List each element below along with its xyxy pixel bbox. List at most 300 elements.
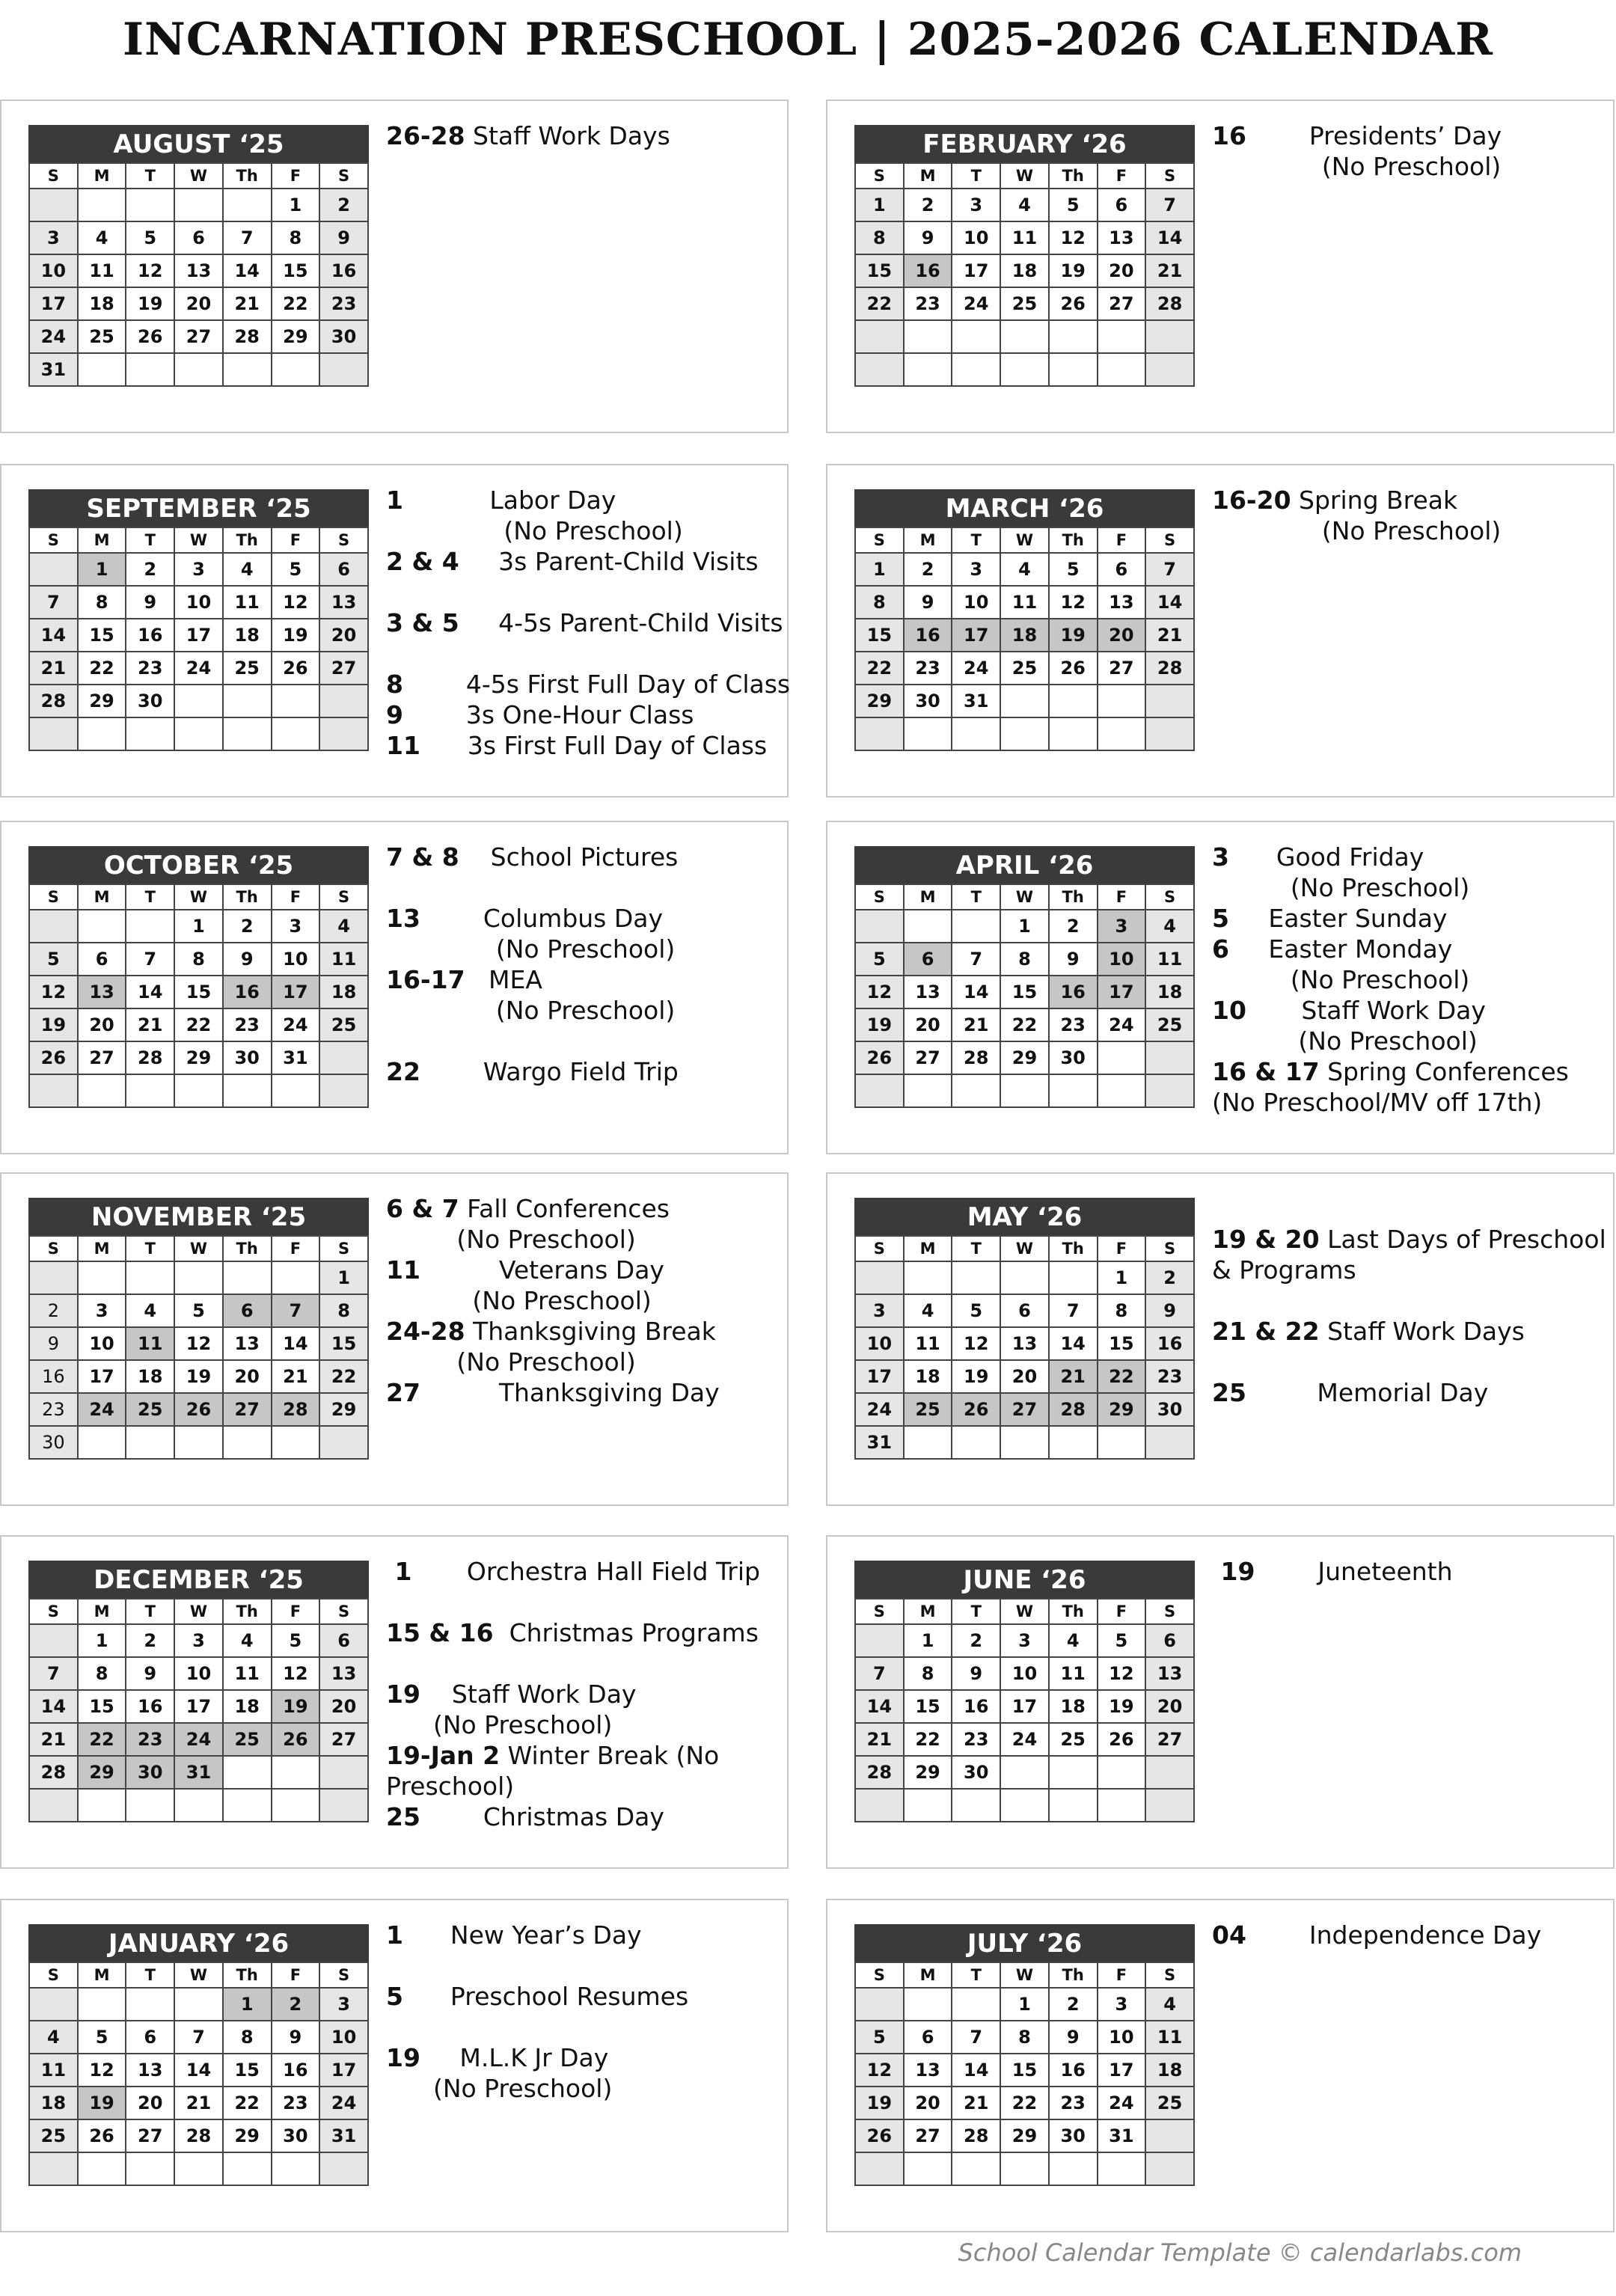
day-cell: 22 xyxy=(855,652,904,685)
day-cell: 24 xyxy=(1000,1723,1049,1756)
weekday-header: M xyxy=(78,884,126,910)
day-cell: 24 xyxy=(29,320,78,353)
day-cell: 10 xyxy=(78,1327,126,1360)
day-cell: 21 xyxy=(29,1723,78,1756)
day-cell xyxy=(904,910,952,943)
event-text xyxy=(386,578,394,607)
day-cell xyxy=(319,1789,368,1822)
weekday-header: T xyxy=(952,1599,1000,1624)
day-cell: 16 xyxy=(1049,2054,1098,2087)
event-line xyxy=(386,730,775,761)
weekday-header: F xyxy=(1098,163,1146,189)
event-line xyxy=(386,2042,775,2073)
day-cell xyxy=(174,2152,223,2185)
day-cell xyxy=(904,1426,952,1459)
day-cell: 27 xyxy=(1145,1723,1194,1756)
day-cell: 10 xyxy=(855,1327,904,1360)
events-list xyxy=(386,1920,775,2104)
day-cell: 7 xyxy=(1145,553,1194,586)
day-cell: 1 xyxy=(1098,1261,1146,1294)
day-cell: 31 xyxy=(319,2119,368,2152)
day-cell xyxy=(904,320,952,353)
weekday-header: F xyxy=(272,1962,320,1988)
event-text xyxy=(386,1951,394,1980)
event-line xyxy=(386,964,775,995)
weekday-header: S xyxy=(319,1599,368,1624)
day-cell xyxy=(78,1789,126,1822)
day-cell xyxy=(126,1988,174,2021)
day-cell xyxy=(126,1074,174,1107)
event-text xyxy=(386,639,394,668)
day-cell: 2 xyxy=(126,553,174,586)
event-text: Easter Sunday xyxy=(1228,904,1448,933)
day-cell: 18 xyxy=(223,1690,272,1723)
day-cell: 25 xyxy=(904,1393,952,1426)
day-cell: 18 xyxy=(1145,2054,1194,2087)
day-cell: 7 xyxy=(174,2021,223,2054)
day-cell xyxy=(174,1426,223,1459)
day-cell: 3 xyxy=(78,1294,126,1327)
day-cell: 22 xyxy=(1000,1008,1049,1041)
day-cell: 4 xyxy=(1145,910,1194,943)
day-cell xyxy=(855,717,904,750)
event-text: (No Preschool) xyxy=(386,934,676,964)
weekday-header: W xyxy=(1000,884,1049,910)
event-line xyxy=(386,1950,775,1981)
day-cell: 15 xyxy=(904,1690,952,1723)
month-title: MARCH ‘26 xyxy=(854,489,1195,527)
day-cell: 12 xyxy=(855,976,904,1008)
day-cell: 9 xyxy=(904,586,952,619)
day-cell: 7 xyxy=(29,1657,78,1690)
month-title: JANUARY ‘26 xyxy=(28,1924,369,1962)
month-title: JUNE ‘26 xyxy=(854,1561,1195,1598)
day-cell: 27 xyxy=(904,1041,952,1074)
day-cell: 3 xyxy=(29,221,78,254)
day-cell: 6 xyxy=(1098,189,1146,221)
day-cell: 22 xyxy=(174,1008,223,1041)
event-date: 6 & 7 xyxy=(386,1194,459,1223)
day-cell: 10 xyxy=(952,221,1000,254)
day-cell: 22 xyxy=(855,287,904,320)
weekday-header: F xyxy=(1098,1236,1146,1261)
event-text: Christmas Day xyxy=(420,1802,664,1831)
event-text: Spring Break xyxy=(1291,486,1458,515)
event-text: Labor Day xyxy=(403,486,616,515)
event-text: Thanksgiving Day xyxy=(420,1378,720,1407)
day-cell xyxy=(1098,1756,1146,1789)
day-cell: 10 xyxy=(272,943,320,976)
day-cell: 26 xyxy=(272,1723,320,1756)
event-text: 3s One-Hour Class xyxy=(403,700,694,729)
event-date: 3 xyxy=(1212,842,1229,872)
event-line xyxy=(386,903,775,934)
day-cell xyxy=(855,1074,904,1107)
event-text: Staff Work Day xyxy=(420,1680,637,1709)
event-line xyxy=(386,577,775,607)
day-cell xyxy=(29,1789,78,1822)
day-cell: 16 xyxy=(272,2054,320,2087)
weekday-header: W xyxy=(174,1962,223,1988)
day-cell: 28 xyxy=(29,1756,78,1789)
day-cell: 3 xyxy=(319,1988,368,2021)
day-cell: 9 xyxy=(1049,943,1098,976)
event-line xyxy=(386,485,775,515)
event-text: Columbus Day xyxy=(420,904,664,933)
day-cell: 14 xyxy=(1049,1327,1098,1360)
weekday-header: W xyxy=(174,1599,223,1624)
day-cell xyxy=(1049,1426,1098,1459)
day-cell xyxy=(174,189,223,221)
weekday-header: T xyxy=(952,1962,1000,1988)
day-cell: 1 xyxy=(904,1624,952,1657)
day-cell: 21 xyxy=(1145,619,1194,652)
day-cell: 6 xyxy=(904,2021,952,2054)
day-cell: 18 xyxy=(1000,619,1049,652)
day-cell: 12 xyxy=(1049,586,1098,619)
day-cell: 16 xyxy=(126,1690,174,1723)
day-cell xyxy=(1098,2152,1146,2185)
day-cell xyxy=(223,1261,272,1294)
day-cell: 18 xyxy=(126,1360,174,1393)
day-cell: 20 xyxy=(223,1360,272,1393)
day-cell: 19 xyxy=(174,1360,223,1393)
day-cell: 23 xyxy=(272,2087,320,2119)
day-cell: 14 xyxy=(855,1690,904,1723)
day-cell: 2 xyxy=(1049,1988,1098,2021)
day-cell: 26 xyxy=(29,1041,78,1074)
day-cell: 15 xyxy=(223,2054,272,2087)
event-text: (No Preschool) xyxy=(1212,1026,1478,1056)
day-cell: 31 xyxy=(855,1426,904,1459)
event-text: Christmas Programs xyxy=(493,1618,759,1647)
day-cell: 12 xyxy=(272,586,320,619)
event-text: MEA xyxy=(465,965,542,994)
day-cell: 4 xyxy=(319,910,368,943)
weekday-header: S xyxy=(1145,1236,1194,1261)
day-cell xyxy=(272,1074,320,1107)
month-title: JULY ‘26 xyxy=(854,1924,1195,1962)
month-calendar xyxy=(854,1924,1195,2186)
day-cell: 20 xyxy=(1098,254,1146,287)
day-cell: 15 xyxy=(78,1690,126,1723)
month-title: APRIL ‘26 xyxy=(854,846,1195,884)
day-cell: 23 xyxy=(904,287,952,320)
event-text xyxy=(386,1026,394,1056)
day-cell: 17 xyxy=(1098,2054,1146,2087)
day-cell: 4 xyxy=(1145,1988,1194,2021)
day-cell: 4 xyxy=(904,1294,952,1327)
weekday-header: F xyxy=(272,1599,320,1624)
day-cell xyxy=(1000,1426,1049,1459)
weekday-header: S xyxy=(1145,527,1194,553)
day-cell xyxy=(1145,353,1194,386)
day-cell: 27 xyxy=(319,1723,368,1756)
day-cell: 9 xyxy=(952,1657,1000,1690)
day-cell: 31 xyxy=(174,1756,223,1789)
day-cell: 27 xyxy=(223,1393,272,1426)
event-date: 5 xyxy=(386,1982,403,2011)
footer-credit: School Calendar Template © calendarlabs.com xyxy=(958,2238,1522,2267)
day-cell xyxy=(319,2152,368,2185)
weekday-header: T xyxy=(126,1599,174,1624)
day-cell: 22 xyxy=(1098,1360,1146,1393)
day-cell: 8 xyxy=(855,221,904,254)
day-cell: 14 xyxy=(223,254,272,287)
day-cell: 9 xyxy=(1049,2021,1098,2054)
day-cell xyxy=(1000,1074,1049,1107)
event-line xyxy=(1212,995,1601,1026)
day-cell: 1 xyxy=(855,553,904,586)
day-cell: 12 xyxy=(78,2054,126,2087)
weekday-header: Th xyxy=(223,884,272,910)
event-text: Preschool Resumes xyxy=(403,1982,689,2011)
month-grid xyxy=(854,162,1195,387)
day-cell: 5 xyxy=(1049,189,1098,221)
event-text: Staff Work Days xyxy=(465,121,670,150)
weekday-header: S xyxy=(1145,1962,1194,1988)
weekday-header: F xyxy=(1098,1599,1146,1624)
day-cell xyxy=(29,910,78,943)
day-cell xyxy=(1049,1789,1098,1822)
day-cell xyxy=(855,1789,904,1822)
event-date: 27 xyxy=(386,1378,420,1407)
day-cell xyxy=(904,353,952,386)
day-cell: 24 xyxy=(78,1393,126,1426)
event-line xyxy=(1212,1026,1601,1056)
event-text xyxy=(1212,1347,1220,1377)
day-cell: 16 xyxy=(1049,976,1098,1008)
day-cell: 30 xyxy=(1049,2119,1098,2152)
month-panel xyxy=(0,100,789,433)
day-cell xyxy=(952,1988,1000,2021)
day-cell: 2 xyxy=(904,553,952,586)
weekday-header: Th xyxy=(1049,884,1098,910)
day-cell: 29 xyxy=(1000,1041,1049,1074)
day-cell: 23 xyxy=(1049,2087,1098,2119)
weekday-header: F xyxy=(1098,1962,1146,1988)
day-cell: 11 xyxy=(1145,2021,1194,2054)
day-cell xyxy=(952,320,1000,353)
event-date: 8 xyxy=(386,670,403,699)
day-cell: 12 xyxy=(272,1657,320,1690)
event-line xyxy=(1212,1056,1601,1087)
event-date: 5 xyxy=(1212,904,1229,933)
day-cell: 20 xyxy=(1098,619,1146,652)
day-cell: 6 xyxy=(1145,1624,1194,1657)
day-cell: 17 xyxy=(952,254,1000,287)
weekday-header: S xyxy=(29,1236,78,1261)
day-cell: 10 xyxy=(174,586,223,619)
day-cell: 25 xyxy=(319,1008,368,1041)
day-cell: 27 xyxy=(1098,287,1146,320)
event-text: 4-5s Parent-Child Visits xyxy=(459,608,783,637)
event-line xyxy=(386,1224,775,1255)
day-cell xyxy=(1000,2152,1049,2185)
month-grid xyxy=(28,162,369,387)
day-cell: 2 xyxy=(29,1294,78,1327)
weekday-header: W xyxy=(1000,1236,1049,1261)
event-line xyxy=(1212,515,1601,546)
event-text: Veterans Day xyxy=(420,1255,664,1285)
day-cell: 4 xyxy=(1000,553,1049,586)
day-cell xyxy=(1049,1756,1098,1789)
day-cell: 29 xyxy=(855,685,904,717)
day-cell: 27 xyxy=(319,652,368,685)
event-line xyxy=(386,638,775,669)
event-date: 15 & 16 xyxy=(386,1618,494,1647)
day-cell: 26 xyxy=(952,1393,1000,1426)
weekday-header: S xyxy=(29,1962,78,1988)
day-cell: 5 xyxy=(174,1294,223,1327)
day-cell xyxy=(78,353,126,386)
event-line xyxy=(386,1377,775,1408)
day-cell: 19 xyxy=(78,2087,126,2119)
day-cell: 14 xyxy=(272,1327,320,1360)
day-cell: 12 xyxy=(29,976,78,1008)
day-cell xyxy=(1000,685,1049,717)
event-date: 13 xyxy=(386,904,420,933)
month-title: MAY ‘26 xyxy=(854,1198,1195,1235)
day-cell: 9 xyxy=(223,943,272,976)
month-title: FEBRUARY ‘26 xyxy=(854,125,1195,162)
weekday-header: S xyxy=(29,163,78,189)
day-cell: 13 xyxy=(174,254,223,287)
day-cell: 30 xyxy=(272,2119,320,2152)
month-title: OCTOBER ‘25 xyxy=(28,846,369,884)
day-cell xyxy=(223,353,272,386)
event-date: 1 xyxy=(386,1920,403,1950)
day-cell: 28 xyxy=(952,1041,1000,1074)
day-cell: 18 xyxy=(1049,1690,1098,1723)
day-cell: 16 xyxy=(904,619,952,652)
event-date: 9 xyxy=(386,700,403,729)
event-text: M.L.K Jr Day xyxy=(420,2043,609,2072)
day-cell: 3 xyxy=(272,910,320,943)
day-cell xyxy=(952,717,1000,750)
day-cell: 30 xyxy=(126,1756,174,1789)
event-line xyxy=(386,842,775,872)
event-line xyxy=(386,872,775,903)
day-cell: 13 xyxy=(223,1327,272,1360)
day-cell: 25 xyxy=(223,652,272,685)
day-cell: 27 xyxy=(1000,1393,1049,1426)
day-cell: 15 xyxy=(272,254,320,287)
day-cell: 11 xyxy=(1049,1657,1098,1690)
day-cell xyxy=(1145,2119,1194,2152)
day-cell: 24 xyxy=(319,2087,368,2119)
event-date: 04 xyxy=(1212,1920,1246,1950)
day-cell xyxy=(126,2152,174,2185)
month-panel xyxy=(0,464,789,798)
day-cell xyxy=(952,2152,1000,2185)
weekday-header: M xyxy=(78,1962,126,1988)
day-cell xyxy=(1145,1789,1194,1822)
weekday-header: W xyxy=(1000,1962,1049,1988)
weekday-header: Th xyxy=(223,163,272,189)
event-text: New Year’s Day xyxy=(403,1920,642,1950)
day-cell xyxy=(29,2152,78,2185)
weekday-header: T xyxy=(952,163,1000,189)
event-line xyxy=(386,1556,775,1587)
day-cell: 16 xyxy=(223,976,272,1008)
month-panel xyxy=(826,821,1615,1154)
day-cell xyxy=(855,320,904,353)
day-cell xyxy=(1145,1074,1194,1107)
day-cell: 1 xyxy=(1000,1988,1049,2021)
day-cell: 31 xyxy=(272,1041,320,1074)
day-cell xyxy=(1000,717,1049,750)
day-cell: 19 xyxy=(1049,254,1098,287)
day-cell xyxy=(223,717,272,750)
event-text: Juneteenth xyxy=(1255,1557,1453,1586)
event-text: Easter Monday xyxy=(1228,934,1453,964)
month-panel xyxy=(0,1899,789,2232)
day-cell xyxy=(174,1988,223,2021)
day-cell xyxy=(319,717,368,750)
day-cell: 18 xyxy=(78,287,126,320)
day-cell: 8 xyxy=(904,1657,952,1690)
weekday-header: Th xyxy=(1049,527,1098,553)
day-cell xyxy=(272,717,320,750)
weekday-header: S xyxy=(855,1962,904,1988)
weekday-header: W xyxy=(1000,163,1049,189)
event-date: 19 xyxy=(1212,1557,1255,1586)
events-list xyxy=(1212,842,1601,1118)
day-cell: 18 xyxy=(223,619,272,652)
day-cell: 20 xyxy=(78,1008,126,1041)
event-line xyxy=(386,120,775,151)
day-cell: 29 xyxy=(78,685,126,717)
weekday-header: T xyxy=(952,527,1000,553)
weekday-header: T xyxy=(126,1236,174,1261)
day-cell: 28 xyxy=(29,685,78,717)
month-calendar xyxy=(28,1561,369,1822)
day-cell: 15 xyxy=(1000,2054,1049,2087)
day-cell: 25 xyxy=(1000,652,1049,685)
event-line xyxy=(386,1587,775,1617)
day-cell: 8 xyxy=(78,1657,126,1690)
day-cell: 1 xyxy=(78,1624,126,1657)
day-cell: 28 xyxy=(174,2119,223,2152)
day-cell: 10 xyxy=(1098,2021,1146,2054)
weekday-header: T xyxy=(126,527,174,553)
month-grid xyxy=(854,527,1195,751)
weekday-header: S xyxy=(855,163,904,189)
event-text: (No Preschool) xyxy=(386,2074,613,2103)
day-cell xyxy=(174,353,223,386)
weekday-header: S xyxy=(855,1236,904,1261)
day-cell: 23 xyxy=(29,1393,78,1426)
day-cell xyxy=(29,1624,78,1657)
month-panel xyxy=(826,464,1615,798)
event-text: (No Preschool) xyxy=(386,1286,652,1315)
events-list xyxy=(386,120,775,151)
day-cell: 28 xyxy=(126,1041,174,1074)
day-cell: 24 xyxy=(952,287,1000,320)
day-cell xyxy=(223,1756,272,1789)
day-cell: 9 xyxy=(272,2021,320,2054)
weekday-header: W xyxy=(174,884,223,910)
weekday-header: M xyxy=(78,163,126,189)
weekday-header: S xyxy=(855,884,904,910)
event-line xyxy=(386,1801,775,1832)
day-cell: 14 xyxy=(29,619,78,652)
day-cell xyxy=(29,1988,78,2021)
day-cell xyxy=(223,189,272,221)
day-cell: 4 xyxy=(1000,189,1049,221)
day-cell xyxy=(1145,1426,1194,1459)
